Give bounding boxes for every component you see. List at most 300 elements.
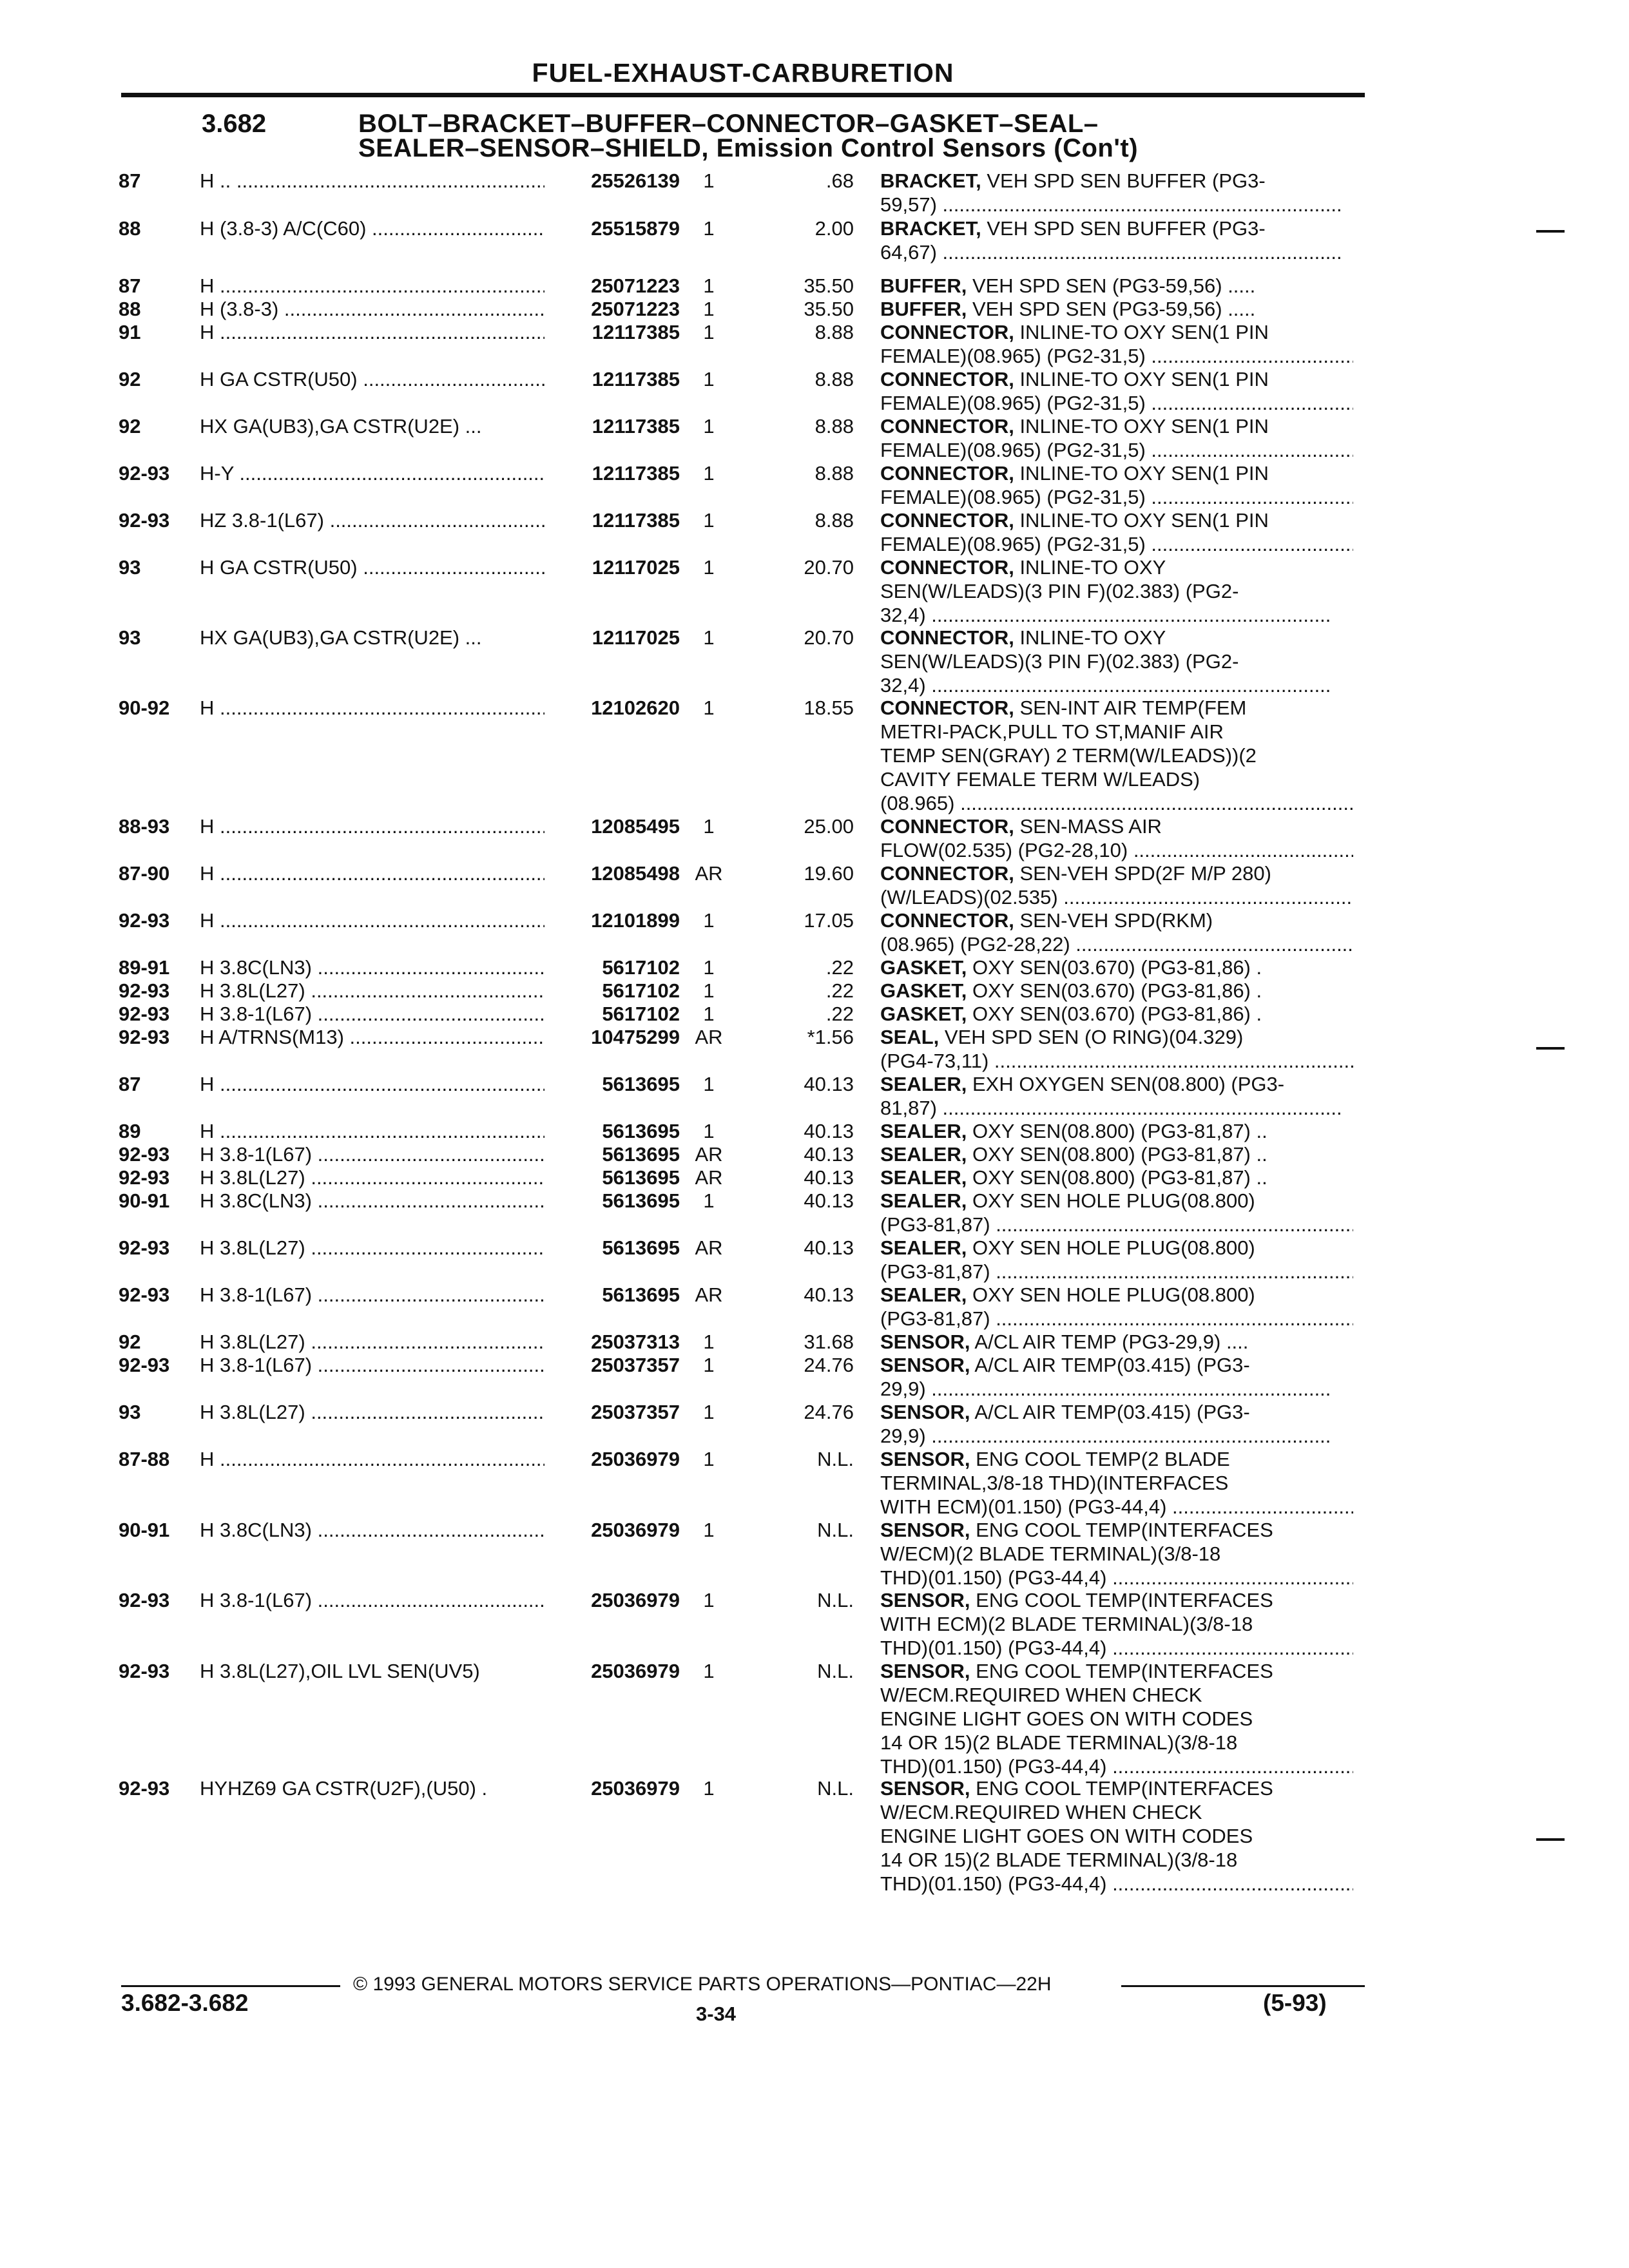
description-line	[880, 1566, 1353, 1590]
application: H 3.8-1(L67) .....	[200, 1142, 545, 1166]
description-text: SEN(W/LEADS)(3 PIN F)(02.383) (PG2-	[880, 580, 1239, 602]
description-line	[880, 1213, 1353, 1236]
description-line	[880, 673, 1353, 697]
description-text: THD)(01.150) (PG3-44,4)	[880, 1566, 1107, 1589]
part-number: 12085495	[591, 815, 680, 838]
part-description	[880, 274, 1353, 298]
price: 40.13	[804, 1166, 854, 1189]
part-number: 12117385	[592, 415, 680, 437]
part-number: 5617102	[602, 979, 680, 1002]
part-description	[880, 1353, 1353, 1401]
part-name: GASKET,	[880, 956, 967, 979]
description-text: 32,4)	[880, 674, 926, 697]
description-text: FLOW(02.535) (PG2-28,10)	[880, 839, 1128, 861]
part-row	[0, 626, 1629, 697]
price: 24.76	[804, 1354, 854, 1376]
quantity: 1	[703, 298, 715, 320]
application: H 3.8L(L27) .....	[200, 1166, 545, 1189]
part-row	[0, 1119, 1629, 1142]
application: H .....	[200, 274, 545, 298]
part-number: 25071223	[591, 274, 680, 297]
description-line	[880, 1848, 1353, 1872]
model-year: 92-93	[119, 1283, 170, 1306]
part-name: CONNECTOR,	[880, 697, 1014, 719]
part-number: 25037357	[591, 1354, 680, 1376]
application: H .....	[200, 1072, 545, 1096]
part-row	[0, 956, 1629, 979]
model-year: 88-93	[119, 815, 170, 838]
description-text: ENGINE LIGHT GOES ON WITH CODES	[880, 1825, 1253, 1847]
part-description	[880, 956, 1353, 979]
part-description	[880, 1400, 1353, 1448]
quantity: AR	[695, 1236, 723, 1259]
quantity: AR	[695, 1026, 723, 1048]
model-year: 89-91	[119, 956, 170, 979]
description-line	[880, 1518, 1353, 1542]
part-name: CONNECTOR,	[880, 909, 1014, 932]
description-text: OXY SEN HOLE PLUG(08.800)	[967, 1283, 1255, 1306]
description-text: (08.965)	[880, 792, 955, 814]
price: 8.88	[815, 368, 854, 390]
part-description	[880, 979, 1353, 1003]
part-number: 25515879	[591, 217, 680, 240]
quantity: 1	[703, 956, 715, 979]
price: .22	[825, 956, 854, 979]
description-line	[880, 1495, 1353, 1519]
quantity: 1	[703, 1003, 715, 1025]
description-text: VEH SPD SEN (O RING)(04.329)	[939, 1026, 1244, 1048]
quantity: 1	[703, 979, 715, 1002]
description-text: ENG COOL TEMP(INTERFACES	[970, 1660, 1273, 1682]
part-name: SEAL,	[880, 1026, 940, 1048]
quantity: 1	[703, 1519, 715, 1541]
part-name: CONNECTOR,	[880, 368, 1014, 390]
part-row	[0, 320, 1629, 367]
description-line	[880, 1707, 1353, 1731]
application: HZ 3.8-1(L67) .....	[200, 508, 545, 532]
part-description	[880, 1236, 1353, 1283]
price: 20.70	[804, 556, 854, 579]
price: 35.50	[804, 274, 854, 297]
description-text: INLINE-TO OXY SEN(1 PIN	[1014, 462, 1269, 485]
part-description	[880, 814, 1353, 862]
part-name: SENSOR,	[880, 1448, 970, 1470]
model-year: 93	[119, 1401, 141, 1423]
description-text: W/ECM)(2 BLADE TERMINAL)(3/8-18	[880, 1542, 1221, 1565]
description-line	[880, 1683, 1353, 1707]
quantity: AR	[695, 1283, 723, 1306]
description-text: EXH OXYGEN SEN(08.800) (PG3-	[967, 1073, 1285, 1095]
price: N.L.	[817, 1589, 854, 1611]
part-description	[880, 216, 1353, 264]
part-number: 5617102	[602, 1003, 680, 1025]
description-text: ENGINE LIGHT GOES ON WITH CODES	[880, 1707, 1253, 1730]
description-line	[880, 344, 1353, 368]
part-name: CONNECTOR,	[880, 462, 1014, 485]
description-text: INLINE-TO OXY	[1014, 626, 1166, 649]
description-text: OXY SEN(03.670) (PG3-81,86) .	[967, 1003, 1262, 1025]
part-number: 12085498	[591, 862, 680, 885]
part-name: SENSOR,	[880, 1401, 970, 1423]
quantity: 1	[703, 1448, 715, 1470]
description-text: (PG3-81,87)	[880, 1213, 990, 1236]
application: H .....	[200, 908, 545, 932]
part-row	[0, 1236, 1629, 1283]
quantity: 1	[703, 274, 715, 297]
description-text: OXY SEN(08.800) (PG3-81,87) ..	[967, 1120, 1268, 1142]
application: HYHZ69 GA CSTR(U2F),(U50) .	[200, 1777, 488, 1800]
part-description	[880, 1002, 1353, 1026]
part-description	[880, 367, 1353, 415]
part-number: 5613695	[602, 1189, 680, 1212]
part-name: CONNECTOR,	[880, 815, 1014, 838]
model-year: 92	[119, 368, 141, 390]
description-line	[880, 485, 1353, 509]
description-line	[880, 532, 1353, 556]
application: H .....	[200, 861, 545, 885]
description-text: OXY SEN(03.670) (PG3-81,86) .	[967, 956, 1262, 979]
part-row	[0, 1283, 1629, 1330]
part-number: 10475299	[591, 1026, 680, 1048]
quantity: AR	[695, 862, 723, 885]
description-line	[880, 367, 1353, 391]
margin-mark	[1536, 1047, 1565, 1050]
part-description	[880, 1659, 1353, 1778]
price: *1.56	[807, 1026, 854, 1048]
part-description	[880, 1588, 1353, 1660]
description-line	[880, 1049, 1353, 1073]
model-year: 87-90	[119, 862, 170, 885]
description-text: FEMALE)(08.965) (PG2-31,5)	[880, 392, 1146, 414]
description-line	[880, 1072, 1353, 1096]
description-line	[880, 649, 1353, 673]
part-row	[0, 814, 1629, 861]
description-line	[880, 1754, 1353, 1778]
description-line	[880, 1471, 1353, 1495]
quantity: 1	[703, 1189, 715, 1212]
part-name: SENSOR,	[880, 1519, 970, 1541]
price: 40.13	[804, 1236, 854, 1259]
header-rule	[121, 93, 1365, 97]
quantity: 1	[703, 368, 715, 390]
part-description	[880, 169, 1353, 216]
application: H 3.8-1(L67) .....	[200, 1002, 545, 1026]
description-line	[880, 414, 1353, 438]
part-description	[880, 1330, 1353, 1354]
price: 40.13	[804, 1143, 854, 1166]
application: H GA CSTR(U50) .....	[200, 555, 545, 579]
description-line	[880, 1612, 1353, 1636]
description-line	[880, 932, 1353, 956]
part-row	[0, 908, 1629, 956]
footer-rule-left	[121, 1985, 340, 1987]
description-text: TERMINAL,3/8-18 THD)(INTERFACES	[880, 1472, 1229, 1494]
part-number: 12117385	[592, 462, 680, 485]
application: H (3.8-3) A/C(C60) .....	[200, 216, 545, 240]
price: 25.00	[804, 815, 854, 838]
description-text: INLINE-TO OXY	[1014, 556, 1166, 579]
price: 35.50	[804, 298, 854, 320]
description-text: VEH SPD SEN (PG3-59,56) .....	[967, 274, 1256, 297]
model-year: 92	[119, 415, 141, 437]
description-line	[880, 908, 1353, 932]
part-name: SENSOR,	[880, 1777, 970, 1800]
application: H 3.8-1(L67) .....	[200, 1353, 545, 1377]
description-line	[880, 1166, 1353, 1189]
part-row	[0, 367, 1629, 414]
part-number: 25036979	[591, 1589, 680, 1611]
description-line	[880, 1330, 1353, 1354]
part-number: 5617102	[602, 956, 680, 979]
price: 8.88	[815, 462, 854, 485]
quantity: 1	[703, 462, 715, 485]
price: 8.88	[815, 415, 854, 437]
description-text: SEN-VEH SPD(2F M/P 280)	[1014, 862, 1271, 885]
description-text: THD)(01.150) (PG3-44,4)	[880, 1637, 1107, 1659]
description-line	[880, 626, 1353, 649]
page-title: FUEL-EXHAUST-CARBURETION	[532, 58, 954, 88]
price: 40.13	[804, 1073, 854, 1095]
part-description	[880, 1166, 1353, 1189]
model-year: 92-93	[119, 1236, 170, 1259]
part-number: 12117385	[592, 321, 680, 343]
description-line	[880, 1800, 1353, 1824]
price: 19.60	[804, 862, 854, 885]
model-year: 87	[119, 274, 141, 297]
description-text: THD)(01.150) (PG3-44,4)	[880, 1872, 1107, 1895]
price: 20.70	[804, 626, 854, 649]
description-text: W/ECM.REQUIRED WHEN CHECK	[880, 1801, 1202, 1823]
description-text: OXY SEN HOLE PLUG(08.800)	[967, 1189, 1255, 1212]
description-line	[880, 696, 1353, 720]
description-line	[880, 1307, 1353, 1331]
description-line	[880, 956, 1353, 979]
part-number: 12102620	[591, 697, 680, 719]
application: H 3.8L(L27) .....	[200, 1400, 545, 1424]
price: 24.76	[804, 1401, 854, 1423]
part-name: BUFFER,	[880, 274, 967, 297]
application: H .....	[200, 814, 545, 838]
quantity: 1	[703, 626, 715, 649]
model-year: 87	[119, 1073, 141, 1095]
application: H 3.8-1(L67) .....	[200, 1588, 545, 1612]
model-year: 90-91	[119, 1519, 170, 1541]
quantity: 1	[703, 1331, 715, 1353]
description-line	[880, 1189, 1353, 1213]
description-text: A/CL AIR TEMP(03.415) (PG3-	[970, 1354, 1250, 1376]
description-line	[880, 744, 1353, 767]
model-year: 91	[119, 321, 141, 343]
description-line	[880, 240, 1353, 264]
description-line	[880, 1542, 1353, 1566]
footer-rule-right	[1121, 1985, 1365, 1987]
description-line	[880, 814, 1353, 838]
footer-page-number: 3-34	[696, 2003, 737, 2025]
application: H 3.8L(L27),OIL LVL SEN(UV5)	[200, 1660, 480, 1682]
part-row	[0, 216, 1629, 264]
description-line	[880, 1731, 1353, 1754]
section-title-line-2: SEALER–SENSOR–SHIELD, Emission Control Sensors (Con't)	[358, 134, 1139, 162]
quantity: 1	[703, 1401, 715, 1423]
quantity: 1	[703, 321, 715, 343]
price: 40.13	[804, 1189, 854, 1212]
quantity: 1	[703, 1660, 715, 1682]
description-text: (PG3-81,87)	[880, 1260, 990, 1283]
section-number: 3.682	[202, 110, 267, 138]
description-text: ENG COOL TEMP(INTERFACES	[970, 1777, 1273, 1800]
description-line	[880, 391, 1353, 415]
part-name: SEALER,	[880, 1236, 967, 1259]
description-text: (PG3-81,87)	[880, 1307, 990, 1330]
description-text: A/CL AIR TEMP(03.415) (PG3-	[970, 1401, 1250, 1423]
part-row	[0, 1776, 1629, 1895]
model-year: 88	[119, 298, 141, 320]
description-text: FEMALE)(08.965) (PG2-31,5)	[880, 345, 1146, 367]
quantity: 1	[703, 1120, 715, 1142]
part-row	[0, 1142, 1629, 1166]
description-text: OXY SEN(08.800) (PG3-81,87) ..	[967, 1166, 1268, 1189]
description-line	[880, 720, 1353, 744]
price: 18.55	[804, 697, 854, 719]
description-text: FEMALE)(08.965) (PG2-31,5)	[880, 533, 1146, 555]
model-year: 92-93	[119, 1143, 170, 1166]
description-text: 14 OR 15)(2 BLADE TERMINAL)(3/8-18	[880, 1849, 1238, 1871]
price: N.L.	[817, 1519, 854, 1541]
part-name: CONNECTOR,	[880, 862, 1014, 885]
margin-mark	[1536, 1838, 1565, 1841]
quantity: 1	[703, 1777, 715, 1800]
description-line	[880, 979, 1353, 1003]
application: H 3.8C(LN3) .....	[200, 956, 545, 979]
part-number: 5613695	[602, 1120, 680, 1142]
part-number: 5613695	[602, 1143, 680, 1166]
part-description	[880, 555, 1353, 627]
description-text: 14 OR 15)(2 BLADE TERMINAL)(3/8-18	[880, 1731, 1238, 1754]
price: 31.68	[804, 1331, 854, 1353]
model-year: 89	[119, 1120, 141, 1142]
part-row	[0, 1518, 1629, 1589]
price: .22	[825, 979, 854, 1002]
description-line	[880, 579, 1353, 603]
part-row	[0, 1072, 1629, 1119]
part-number: 25036979	[591, 1519, 680, 1541]
part-row	[0, 508, 1629, 555]
description-text: CAVITY FEMALE TERM W/LEADS)	[880, 768, 1200, 791]
model-year: 92-93	[119, 462, 170, 485]
part-description	[880, 861, 1353, 909]
quantity: 1	[703, 815, 715, 838]
quantity: 1	[703, 697, 715, 719]
part-name: SEALER,	[880, 1283, 967, 1306]
model-year: 90-91	[119, 1189, 170, 1212]
description-line	[880, 193, 1353, 216]
description-line	[880, 791, 1353, 815]
part-name: GASKET,	[880, 1003, 967, 1025]
description-text: FEMALE)(08.965) (PG2-31,5)	[880, 439, 1146, 461]
description-text: SEN-MASS AIR	[1014, 815, 1162, 838]
application: H 3.8C(LN3) .....	[200, 1189, 545, 1213]
description-text: VEH SPD SEN BUFFER (PG3-	[981, 217, 1266, 240]
part-name: SENSOR,	[880, 1660, 970, 1682]
part-description	[880, 1025, 1353, 1073]
quantity: 1	[703, 169, 715, 192]
part-number: 12117025	[592, 556, 680, 579]
section-title-line-1: BOLT–BRACKET–BUFFER–CONNECTOR–GASKET–SEAL–	[358, 110, 1099, 138]
part-name: SEALER,	[880, 1073, 967, 1095]
description-text: W/ECM.REQUIRED WHEN CHECK	[880, 1684, 1202, 1706]
description-line	[880, 1400, 1353, 1424]
part-row	[0, 1588, 1629, 1659]
description-text: TEMP SEN(GRAY) 2 TERM(W/LEADS))(2	[880, 744, 1257, 767]
quantity: 1	[703, 217, 715, 240]
description-line	[880, 767, 1353, 791]
part-name: SENSOR,	[880, 1354, 970, 1376]
price: 40.13	[804, 1283, 854, 1306]
part-row	[0, 979, 1629, 1002]
part-description	[880, 1189, 1353, 1236]
description-line	[880, 1824, 1353, 1848]
part-number: 5613695	[602, 1236, 680, 1259]
part-description	[880, 1072, 1353, 1120]
part-number: 25037357	[591, 1401, 680, 1423]
description-line	[880, 555, 1353, 579]
description-text: 29,9)	[880, 1378, 926, 1400]
part-number: 25037313	[591, 1331, 680, 1353]
model-year: 92-93	[119, 1589, 170, 1611]
part-name: SEALER,	[880, 1120, 967, 1142]
part-number: 12117025	[592, 626, 680, 649]
part-row	[0, 297, 1629, 320]
part-row	[0, 1447, 1629, 1518]
description-line	[880, 274, 1353, 298]
application: H .....	[200, 1119, 545, 1143]
description-text: (08.965) (PG2-28,22)	[880, 933, 1070, 956]
application: H .....	[200, 696, 545, 720]
part-name: GASKET,	[880, 979, 967, 1002]
application: HX GA(UB3),GA CSTR(U2E) ...	[200, 415, 482, 437]
description-line	[880, 1776, 1353, 1800]
price: 2.00	[815, 217, 854, 240]
application: H GA CSTR(U50) .....	[200, 367, 545, 391]
price: 8.88	[815, 321, 854, 343]
description-line	[880, 1236, 1353, 1260]
description-line	[880, 438, 1353, 462]
part-name: BRACKET,	[880, 169, 981, 192]
description-line	[880, 1142, 1353, 1166]
part-name: SEALER,	[880, 1166, 967, 1189]
quantity: 1	[703, 1073, 715, 1095]
description-line	[880, 297, 1353, 321]
part-name: CONNECTOR,	[880, 321, 1014, 343]
description-line	[880, 1283, 1353, 1307]
application: H .....	[200, 320, 545, 344]
part-row	[0, 696, 1629, 814]
quantity: 1	[703, 415, 715, 437]
description-line	[880, 1119, 1353, 1143]
quantity: AR	[695, 1166, 723, 1189]
quantity: 1	[703, 556, 715, 579]
description-text: VEH SPD SEN (PG3-59,56) .....	[967, 298, 1256, 320]
part-description	[880, 1142, 1353, 1166]
part-number: 25036979	[591, 1777, 680, 1800]
description-text: SEN-VEH SPD(RKM)	[1014, 909, 1213, 932]
description-line	[880, 216, 1353, 240]
part-row	[0, 861, 1629, 908]
part-row	[0, 461, 1629, 508]
part-description	[880, 696, 1353, 815]
description-text: (W/LEADS)(02.535)	[880, 886, 1058, 908]
description-line	[880, 1659, 1353, 1683]
